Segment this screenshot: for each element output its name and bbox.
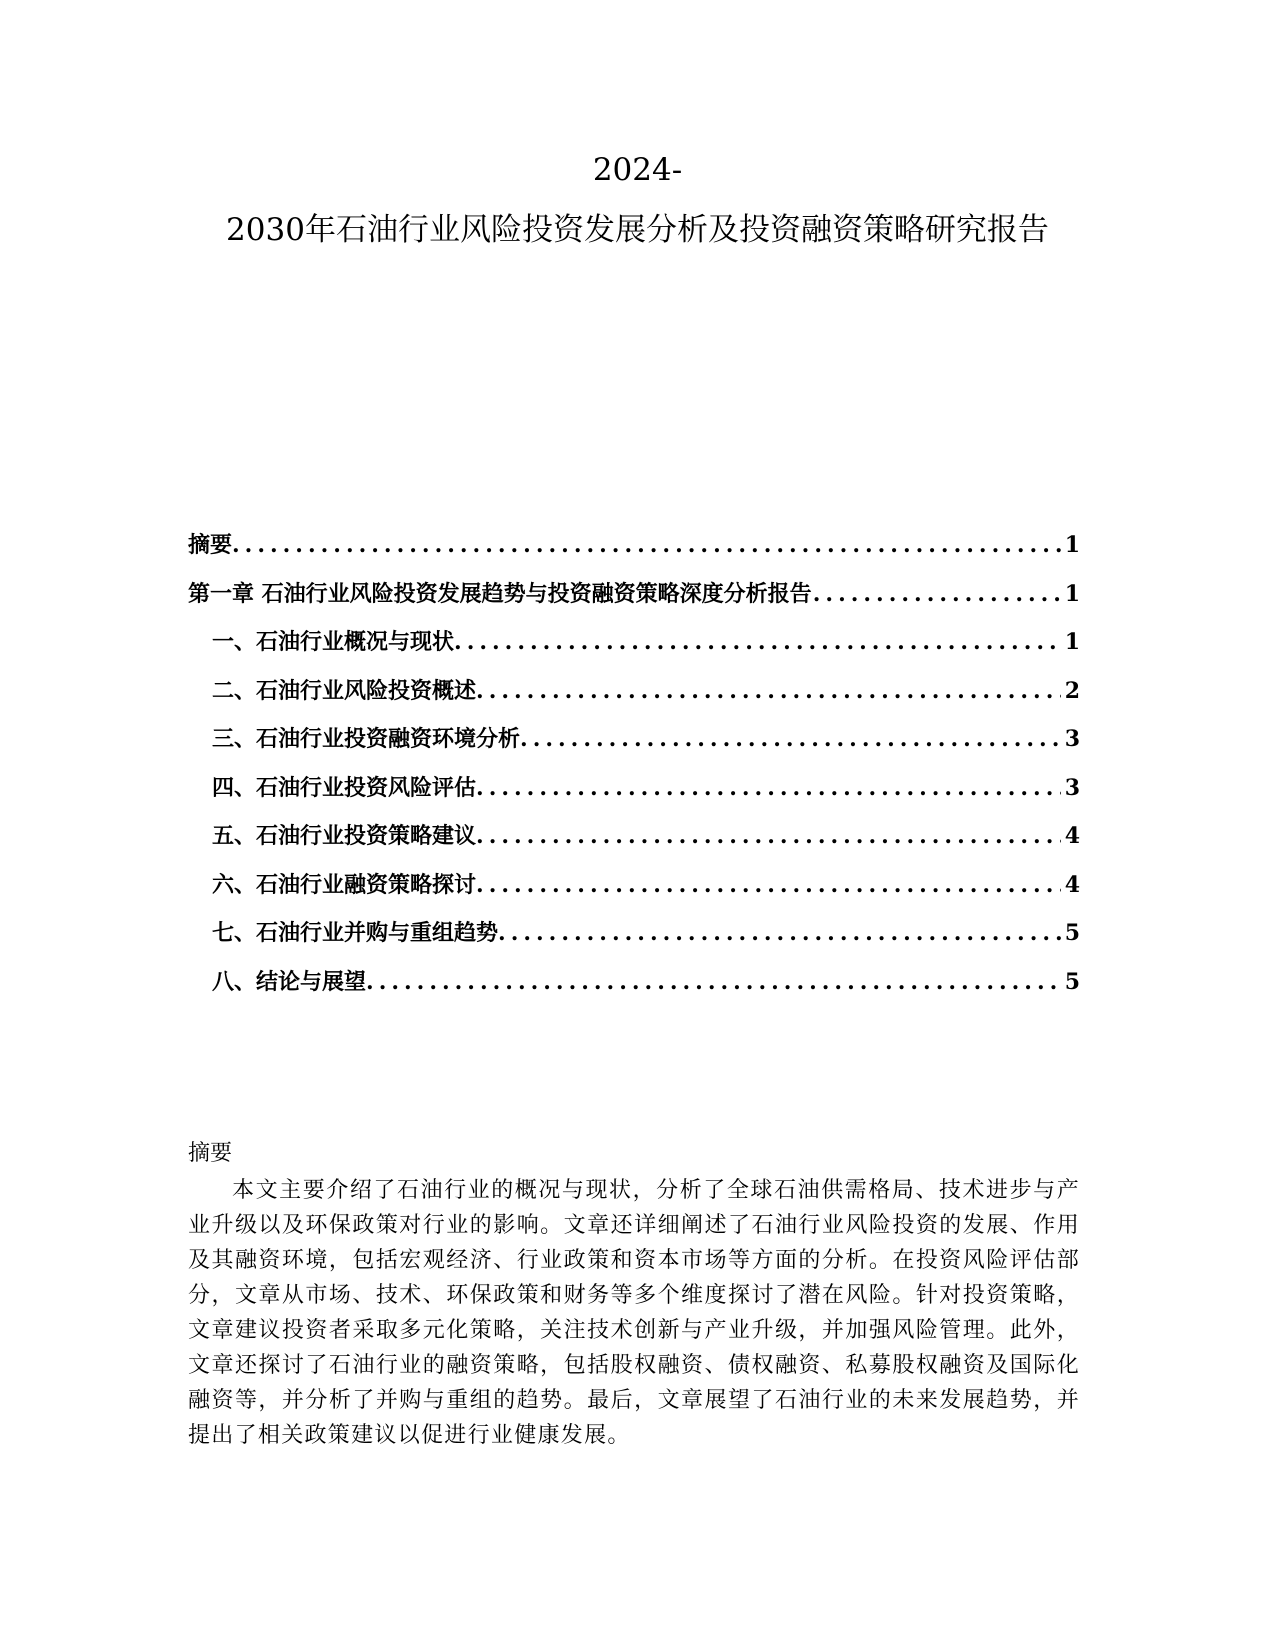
toc-dot-leader xyxy=(476,823,1061,849)
toc-page-number: 2 xyxy=(1064,677,1080,704)
toc-dot-leader xyxy=(454,629,1061,655)
report-title-line-2: 2030年石油行业风险投资发展分析及投资融资策略研究报告 xyxy=(226,212,1049,248)
toc-entry-label: 石油行业投资风险评估 xyxy=(256,774,477,801)
toc-entry-label: 石油行业并购与重组趋势 xyxy=(256,920,499,946)
toc-entry-label: 摘要 xyxy=(188,532,233,558)
toc-page-number: 4 xyxy=(1064,823,1080,849)
toc-entry-label: 第一章 石油行业风险投资发展趋势与投资融资策略深度分析报告 xyxy=(188,580,812,607)
toc-entry-label: 结论与展望 xyxy=(256,968,367,995)
abstract-section xyxy=(188,1138,1080,1453)
toc-section-number: 五、 xyxy=(212,823,257,849)
toc-section-number: 三、 xyxy=(212,726,257,752)
table-of-contents xyxy=(188,528,1080,1013)
toc-dot-leader xyxy=(232,532,1061,558)
toc-page-number: 1 xyxy=(1064,532,1080,558)
toc-entry-abstract[interactable] xyxy=(188,528,1080,577)
toc-entry-section-6[interactable] xyxy=(188,868,1080,917)
toc-dot-leader xyxy=(476,678,1061,704)
toc-dot-leader xyxy=(366,969,1061,995)
toc-section-number: 八、 xyxy=(212,968,257,995)
toc-dot-leader xyxy=(476,872,1061,898)
toc-entry-label: 石油行业概况与现状 xyxy=(256,629,455,655)
toc-dot-leader xyxy=(476,775,1061,801)
toc-entry-section-3[interactable] xyxy=(188,722,1080,771)
toc-page-number: 5 xyxy=(1064,920,1080,946)
toc-page-number: 5 xyxy=(1064,968,1080,995)
toc-entry-section-5[interactable] xyxy=(188,819,1080,868)
toc-dot-leader xyxy=(498,920,1061,946)
toc-page-number: 1 xyxy=(1064,629,1080,655)
toc-section-number: 六、 xyxy=(212,871,257,898)
toc-section-number: 二、 xyxy=(212,677,257,704)
report-title-line-1: 2024- xyxy=(592,152,683,188)
toc-entry-label: 石油行业风险投资概述 xyxy=(256,677,477,704)
toc-entry-label: 石油行业融资策略探讨 xyxy=(256,871,477,898)
toc-entry-section-2[interactable] xyxy=(188,674,1080,723)
toc-entry-chapter-1[interactable] xyxy=(188,577,1080,626)
toc-entry-label: 石油行业投资融资环境分析 xyxy=(256,726,521,752)
toc-entry-section-1[interactable] xyxy=(188,625,1080,674)
toc-page-number: 3 xyxy=(1064,774,1080,801)
report-title xyxy=(0,140,1275,260)
toc-entry-section-8[interactable] xyxy=(188,965,1080,1014)
toc-entry-label: 石油行业投资策略建议 xyxy=(256,823,477,849)
toc-page-number: 4 xyxy=(1064,871,1080,898)
toc-section-number: 四、 xyxy=(212,774,257,801)
toc-page-number: 1 xyxy=(1064,580,1080,607)
abstract-heading: 摘要 xyxy=(188,1141,233,1166)
toc-entry-section-7[interactable] xyxy=(188,916,1080,965)
toc-dot-leader xyxy=(520,726,1061,752)
toc-page-number: 3 xyxy=(1064,726,1080,752)
toc-dot-leader xyxy=(813,581,1061,607)
toc-section-number: 一、 xyxy=(212,629,257,655)
toc-entry-section-4[interactable] xyxy=(188,771,1080,820)
toc-section-number: 七、 xyxy=(212,920,257,946)
abstract-body: 本文主要介绍了石油行业的概况与现状，分析了全球石油供需格局、技术进步与产业升级以及环保政策对行业的影响。文章还详细阐述了石油行业风险投资的发展、作用及其融资环境，包括宏观经济、行业政策和资本市场等方面的分析。在投资风险评估部分，文章从市场、技术、环保政策和财务等多个维度探讨了潜在风险。针对投资策略，文章建议投资者采取多元化策略，关注技术创新与产业升级，并加强风险管理。此外，文章还探讨了石油行业的融资策略，包括股权融资、债权融资、私募股权融资及国际化融资等，并分析了并购与重组的趋势。最后，文章展望了石油行业的未来发展趋势，并提出了相关政策建议以促进行业健康发展。 xyxy=(188,1178,1080,1448)
